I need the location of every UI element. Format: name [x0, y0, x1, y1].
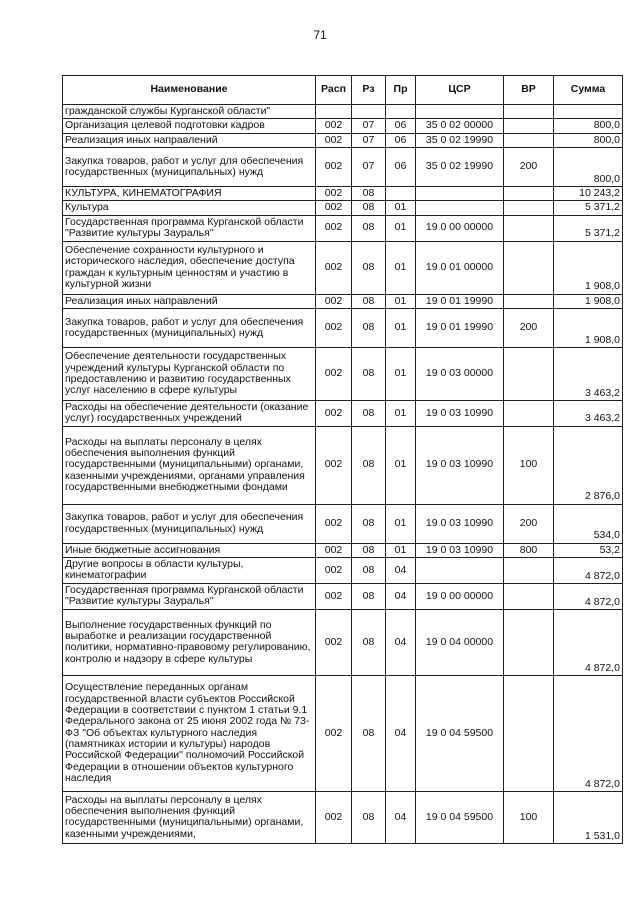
cell-csr: 19 0 01 19990 — [416, 308, 504, 347]
cell-sum: 4 872,0 — [554, 557, 623, 583]
cell-csr — [416, 105, 504, 119]
table-row — [63, 147, 623, 186]
cell-rasp: 002 — [316, 186, 352, 200]
cell-name: Реализация иных направлений — [63, 294, 316, 308]
cell-csr: 35 0 02 19990 — [416, 147, 504, 186]
cell-sum: 1 908,0 — [554, 308, 623, 347]
cell-pr: 04 — [386, 583, 416, 609]
cell-vr — [504, 186, 554, 200]
cell-pr: 06 — [386, 147, 416, 186]
cell-csr — [416, 186, 504, 200]
cell-vr — [504, 105, 554, 119]
cell-sum: 800,0 — [554, 133, 623, 147]
budget-table — [62, 75, 623, 844]
cell-sum: 1 531,0 — [554, 791, 623, 843]
cell-rz: 08 — [352, 583, 386, 609]
cell-rz — [352, 105, 386, 119]
table-row — [63, 294, 623, 308]
cell-sum — [554, 105, 623, 119]
cell-vr: 800 — [504, 543, 554, 557]
cell-csr: 19 0 04 59500 — [416, 675, 504, 791]
cell-rz: 07 — [352, 147, 386, 186]
cell-vr — [504, 201, 554, 215]
cell-name: Расходы на обеспечение деятельности (оказание услуг) государственных учреждений — [63, 400, 316, 426]
cell-rz: 08 — [352, 675, 386, 791]
cell-name: Государственная программа Курганской области "Развитие культуры Зауралья" — [63, 215, 316, 241]
cell-name: Закупка товаров, работ и услуг для обеспечения государственных (муниципальных) нужд — [63, 147, 316, 186]
cell-rasp: 002 — [316, 294, 352, 308]
cell-vr — [504, 119, 554, 133]
header-pr: Пр — [386, 76, 416, 105]
cell-name: КУЛЬТУРА, КИНЕМАТОГРАФИЯ — [63, 186, 316, 200]
cell-rasp: 002 — [316, 215, 352, 241]
cell-name: Культура — [63, 201, 316, 215]
cell-vr — [504, 675, 554, 791]
cell-pr: 01 — [386, 201, 416, 215]
cell-rz: 08 — [352, 241, 386, 294]
cell-name: Расходы на выплаты персоналу в целях обеспечения выполнения функций государственными (муниципальными) органами, казенными учреждениями, органами управления государственными внебюджетными фондами — [63, 426, 316, 504]
cell-sum: 4 872,0 — [554, 675, 623, 791]
cell-rz: 08 — [352, 347, 386, 400]
cell-vr — [504, 294, 554, 308]
cell-pr — [386, 186, 416, 200]
cell-csr: 19 0 03 10990 — [416, 426, 504, 504]
cell-rasp: 002 — [316, 609, 352, 675]
cell-pr: 04 — [386, 557, 416, 583]
header-vr: ВР — [504, 76, 554, 105]
cell-pr: 04 — [386, 791, 416, 843]
cell-sum: 4 872,0 — [554, 609, 623, 675]
table-row — [63, 347, 623, 400]
cell-rasp: 002 — [316, 400, 352, 426]
cell-rasp: 002 — [316, 201, 352, 215]
header-rasp: Расп — [316, 76, 352, 105]
cell-sum: 5 371,2 — [554, 201, 623, 215]
cell-vr: 100 — [504, 426, 554, 504]
table-header-row — [63, 76, 623, 105]
cell-sum: 3 463,2 — [554, 347, 623, 400]
cell-vr — [504, 133, 554, 147]
cell-rz: 08 — [352, 308, 386, 347]
cell-rasp: 002 — [316, 426, 352, 504]
cell-rz: 08 — [352, 215, 386, 241]
table-row — [63, 133, 623, 147]
cell-rz: 08 — [352, 609, 386, 675]
cell-vr: 200 — [504, 147, 554, 186]
cell-pr: 01 — [386, 426, 416, 504]
cell-rz: 07 — [352, 133, 386, 147]
cell-rz: 08 — [352, 294, 386, 308]
cell-csr: 19 0 00 00000 — [416, 583, 504, 609]
cell-sum: 2 876,0 — [554, 426, 623, 504]
table-row — [63, 504, 623, 543]
cell-rz: 08 — [352, 400, 386, 426]
cell-rasp: 002 — [316, 308, 352, 347]
cell-name: Закупка товаров, работ и услуг для обеспечения государственных (муниципальных) нужд — [63, 504, 316, 543]
cell-name: Иные бюджетные ассигнования — [63, 543, 316, 557]
cell-pr: 01 — [386, 543, 416, 557]
cell-rasp: 002 — [316, 504, 352, 543]
cell-name: Другие вопросы в области культуры, кинематографии — [63, 557, 316, 583]
cell-pr: 04 — [386, 609, 416, 675]
header-rz: Рз — [352, 76, 386, 105]
cell-pr: 01 — [386, 308, 416, 347]
cell-name: Государственная программа Курганской области "Развитие культуры Зауралья" — [63, 583, 316, 609]
header-csr: ЦСР — [416, 76, 504, 105]
cell-rasp: 002 — [316, 675, 352, 791]
cell-vr — [504, 215, 554, 241]
cell-pr: 01 — [386, 294, 416, 308]
cell-csr: 19 0 04 00000 — [416, 609, 504, 675]
header-name: Наименование — [63, 76, 316, 105]
cell-csr — [416, 557, 504, 583]
cell-rz: 08 — [352, 426, 386, 504]
table-row — [63, 186, 623, 200]
table-row — [63, 426, 623, 504]
cell-rz: 08 — [352, 791, 386, 843]
cell-sum: 10 243,2 — [554, 186, 623, 200]
table-row — [63, 609, 623, 675]
cell-sum: 1 908,0 — [554, 294, 623, 308]
table-row — [63, 119, 623, 133]
cell-rasp — [316, 105, 352, 119]
cell-rz: 08 — [352, 201, 386, 215]
cell-rasp: 002 — [316, 557, 352, 583]
cell-name: Расходы на выплаты персоналу в целях обеспечения выполнения функций государственными (муниципальными) органами, казенными учреждениями, — [63, 791, 316, 843]
cell-sum: 53,2 — [554, 543, 623, 557]
cell-rasp: 002 — [316, 543, 352, 557]
cell-csr: 19 0 03 00000 — [416, 347, 504, 400]
cell-csr: 19 0 01 00000 — [416, 241, 504, 294]
table-row — [63, 215, 623, 241]
cell-csr: 19 0 03 10990 — [416, 400, 504, 426]
cell-pr: 01 — [386, 400, 416, 426]
cell-name: Выполнение государственных функций по выработке и реализации государственной политики, нормативно-правовому регулированию, контролю и надзору в сфере культуры — [63, 609, 316, 675]
cell-vr: 200 — [504, 504, 554, 543]
table-row — [63, 675, 623, 791]
cell-pr — [386, 105, 416, 119]
table-row — [63, 583, 623, 609]
cell-sum: 800,0 — [554, 147, 623, 186]
cell-rasp: 002 — [316, 347, 352, 400]
cell-csr: 19 0 04 59500 — [416, 791, 504, 843]
cell-pr: 01 — [386, 347, 416, 400]
cell-rasp: 002 — [316, 241, 352, 294]
cell-csr: 35 0 02 00000 — [416, 119, 504, 133]
table-row — [63, 543, 623, 557]
cell-csr: 35 0 02 19990 — [416, 133, 504, 147]
cell-vr: 100 — [504, 791, 554, 843]
cell-rz: 08 — [352, 504, 386, 543]
cell-csr: 19 0 03 10990 — [416, 543, 504, 557]
page-number: 71 — [313, 28, 327, 42]
cell-sum: 5 371,2 — [554, 215, 623, 241]
cell-rasp: 002 — [316, 133, 352, 147]
header-sum: Сумма — [554, 76, 623, 105]
table-row — [63, 791, 623, 843]
table-row — [63, 400, 623, 426]
cell-vr — [504, 583, 554, 609]
cell-name: Обеспечение деятельности государственных учреждений культуры Курганской области по предоставлению и развитию государственных услуг населению в сфере культуры — [63, 347, 316, 400]
cell-pr: 01 — [386, 504, 416, 543]
cell-pr: 06 — [386, 119, 416, 133]
cell-vr — [504, 241, 554, 294]
cell-csr — [416, 201, 504, 215]
cell-sum: 534,0 — [554, 504, 623, 543]
cell-pr: 01 — [386, 215, 416, 241]
cell-rasp: 002 — [316, 119, 352, 133]
cell-rz: 08 — [352, 543, 386, 557]
cell-name: Осуществление переданных органам государственной власти субъектов Российской Федерации в соответствии с пунктом 1 статьи 9.1 Федерального закона от 25 июня 2002 года № 73-ФЗ "Об объектах культурного наследия (памятниках истории и культуры) народов Российской Федерации" полномочий Российской Федерации в отношении объектов культурного наследия — [63, 675, 316, 791]
table-row — [63, 308, 623, 347]
cell-rz: 08 — [352, 186, 386, 200]
cell-sum: 4 872,0 — [554, 583, 623, 609]
cell-vr — [504, 347, 554, 400]
cell-sum: 1 908,0 — [554, 241, 623, 294]
table-row — [63, 557, 623, 583]
cell-vr — [504, 557, 554, 583]
cell-rz: 08 — [352, 557, 386, 583]
cell-rasp: 002 — [316, 583, 352, 609]
cell-csr: 19 0 01 19990 — [416, 294, 504, 308]
cell-pr: 06 — [386, 133, 416, 147]
cell-name: Закупка товаров, работ и услуг для обеспечения государственных (муниципальных) нужд — [63, 308, 316, 347]
cell-rz: 07 — [352, 119, 386, 133]
cell-csr: 19 0 03 10990 — [416, 504, 504, 543]
table-row — [63, 241, 623, 294]
cell-vr: 200 — [504, 308, 554, 347]
cell-name: гражданской службы Курганской области" — [63, 105, 316, 119]
cell-name: Реализация иных направлений — [63, 133, 316, 147]
table-row — [63, 201, 623, 215]
cell-sum: 800,0 — [554, 119, 623, 133]
cell-name: Организация целевой подготовки кадров — [63, 119, 316, 133]
cell-rasp: 002 — [316, 791, 352, 843]
cell-rasp: 002 — [316, 147, 352, 186]
cell-pr: 01 — [386, 241, 416, 294]
cell-vr — [504, 400, 554, 426]
table-row — [63, 105, 623, 119]
cell-csr: 19 0 00 00000 — [416, 215, 504, 241]
cell-pr: 04 — [386, 675, 416, 791]
cell-name: Обеспечение сохранности культурного и исторического наследия, обеспечение доступа граждан к культурным ценностям и участию в культурной жизни — [63, 241, 316, 294]
cell-vr — [504, 609, 554, 675]
cell-sum: 3 463,2 — [554, 400, 623, 426]
